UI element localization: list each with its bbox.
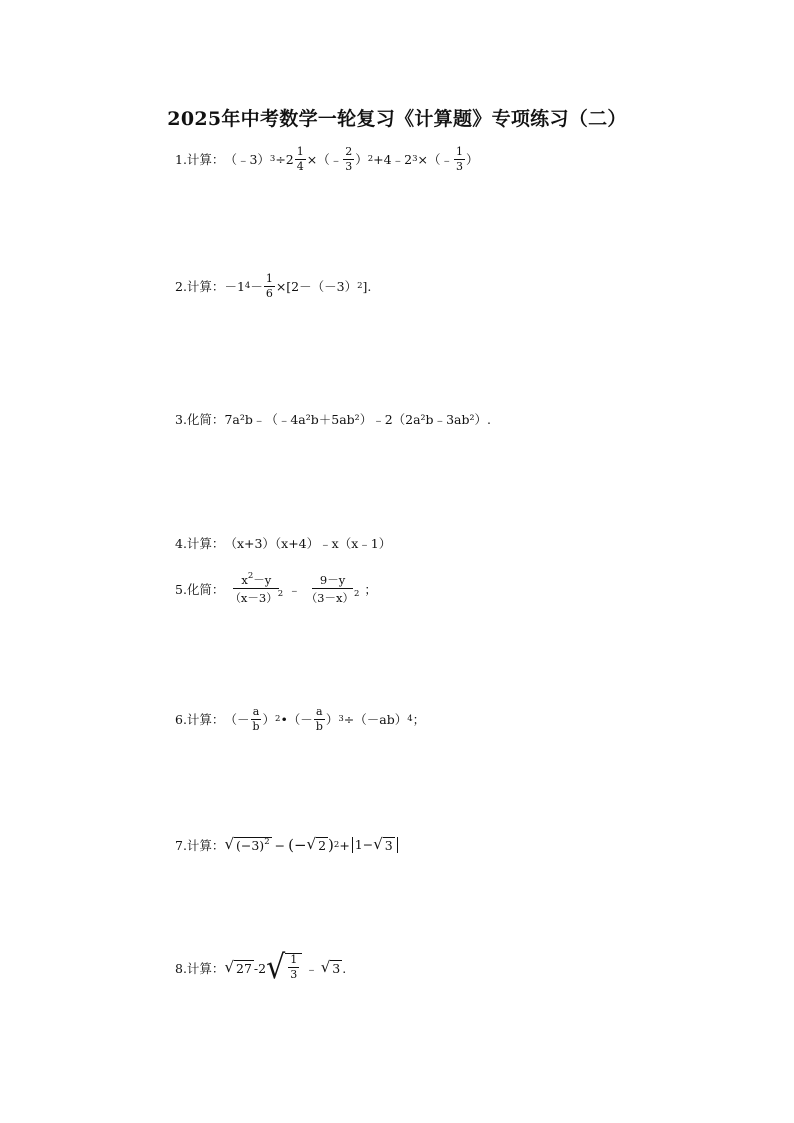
expr-text: ）: [262, 712, 276, 728]
expr-text: •（－: [280, 712, 313, 728]
problem-label: 7.计算：: [175, 838, 225, 853]
expr-text: ].: [362, 278, 372, 294]
denominator: b: [315, 719, 323, 733]
expr-text: -2: [253, 960, 267, 976]
expr-text: ÷（－ab）: [343, 712, 408, 728]
fraction: [343, 146, 354, 172]
denominator: 3: [345, 159, 353, 173]
radical-icon: √: [224, 834, 234, 853]
problem-7: 7.计算： √ $(-3)^2$ − (− √ 2 ) 2 + 1− √ 3: [175, 836, 400, 854]
expr-text: （－: [224, 712, 250, 728]
expr-text: ）: [465, 152, 479, 168]
square-root: [373, 834, 395, 854]
problem-4: [175, 534, 391, 552]
expr-text: ；: [364, 582, 377, 598]
problem-6: 6.计算： （－ $\frac{a}{b}$ ） 2 •（－ $\frac{a}{b}$ ） 3 ÷（－ab） 4 ；: [175, 705, 426, 733]
expr-text: −: [274, 837, 286, 853]
radical-icon: √: [224, 957, 234, 976]
problem-3: [175, 410, 491, 428]
page-title: 2025年中考数学一轮复习《计算题》专项练习（二）: [167, 108, 627, 130]
expr-text: ×（﹣: [306, 152, 343, 168]
square-root: [266, 948, 302, 987]
expr-text: ）: [355, 152, 368, 168]
radical-icon: √: [373, 834, 383, 853]
numerator: a: [252, 705, 260, 718]
numerator: 2: [345, 145, 353, 158]
absolute-value: [352, 834, 398, 854]
numerator: 1: [290, 953, 298, 966]
expr-text: +4﹣2: [373, 152, 413, 168]
radicand: 3: [384, 837, 393, 853]
expr-text: ×（﹣: [417, 152, 453, 168]
square-root: [224, 957, 253, 977]
expr-text: －1: [224, 279, 245, 295]
expr-text: （﹣3）: [224, 152, 270, 168]
denominator: 3: [290, 967, 298, 981]
problem-5: [175, 571, 377, 606]
expr-text: +: [339, 837, 350, 853]
expr-text: ）: [325, 712, 339, 728]
radicand: 27: [236, 960, 252, 976]
expr-text: ÷2: [275, 151, 294, 167]
denominator: 6: [265, 286, 273, 300]
numerator: $x^2-y$: [233, 574, 279, 589]
fraction: [264, 273, 275, 299]
expr-text: .: [342, 960, 347, 976]
problem-1: 1.计算： （﹣3） 3 ÷2 $\frac{1}{4}$ ×（﹣ $\frac{2}{3}$ ） 2 +4﹣2 3 ×（﹣ $\frac{1}{3}$ ）: [175, 145, 479, 173]
problem-label: 6.计算：: [175, 712, 225, 728]
denominator: 4: [296, 159, 304, 173]
numerator: 1: [455, 145, 463, 158]
fraction: [288, 954, 299, 980]
radicand: 2: [318, 837, 327, 853]
expr-text: －: [250, 279, 263, 295]
problem-label: 3.化简：: [175, 412, 225, 427]
square-root: [306, 834, 329, 854]
denominator: b: [252, 719, 260, 733]
numerator: 1: [296, 145, 304, 158]
radical-icon: √: [320, 957, 331, 976]
numerator: 1: [265, 272, 273, 285]
denominator: $(3-x)^2$: [305, 589, 360, 606]
denominator: 3: [455, 159, 463, 173]
fraction: [250, 706, 261, 732]
fraction: [314, 706, 325, 732]
expr-text: ；: [412, 712, 426, 728]
fraction: [295, 146, 306, 172]
radicand: [285, 953, 302, 983]
radical-icon: √: [266, 948, 286, 987]
expr-text: ×[2－（－3）: [275, 279, 358, 295]
expr-text: 7a²b﹣（﹣4a²b＋5ab²）﹣2（2a²b﹣3ab²）.: [224, 412, 491, 427]
problem-label: 8.计算：: [175, 961, 225, 976]
radical-icon: √: [306, 834, 317, 853]
numerator: 9－y: [312, 574, 353, 589]
radicand: 3: [332, 960, 341, 976]
expr-text: ﹣: [288, 582, 301, 598]
square-root: [224, 834, 271, 854]
problem-label: 2.计算：: [175, 279, 225, 295]
square-root: [320, 957, 343, 977]
fraction: [454, 146, 465, 172]
problem-label: 5.化简：: [175, 582, 225, 598]
problem-2: 2.计算： －1 4 － $\frac{1}{6}$ ×[2－（－3） 2 ].: [175, 272, 372, 300]
radicand: $(-3)^2$: [236, 836, 270, 853]
problem-label: 1.计算：: [175, 152, 225, 168]
problem-8: [175, 948, 347, 987]
expr-text: 1−: [354, 836, 374, 852]
fraction: [302, 574, 364, 604]
expr-text: ﹣: [305, 961, 318, 976]
expr-text: （x+3）（x+4）﹣x（x﹣1）: [224, 536, 392, 551]
denominator: $(x-3)^2$: [229, 589, 284, 606]
problem-label: 4.计算：: [175, 536, 225, 551]
fraction: [225, 571, 287, 606]
expr-text: (−: [288, 836, 307, 854]
numerator: a: [316, 705, 323, 718]
expr-text: ): [328, 836, 334, 854]
